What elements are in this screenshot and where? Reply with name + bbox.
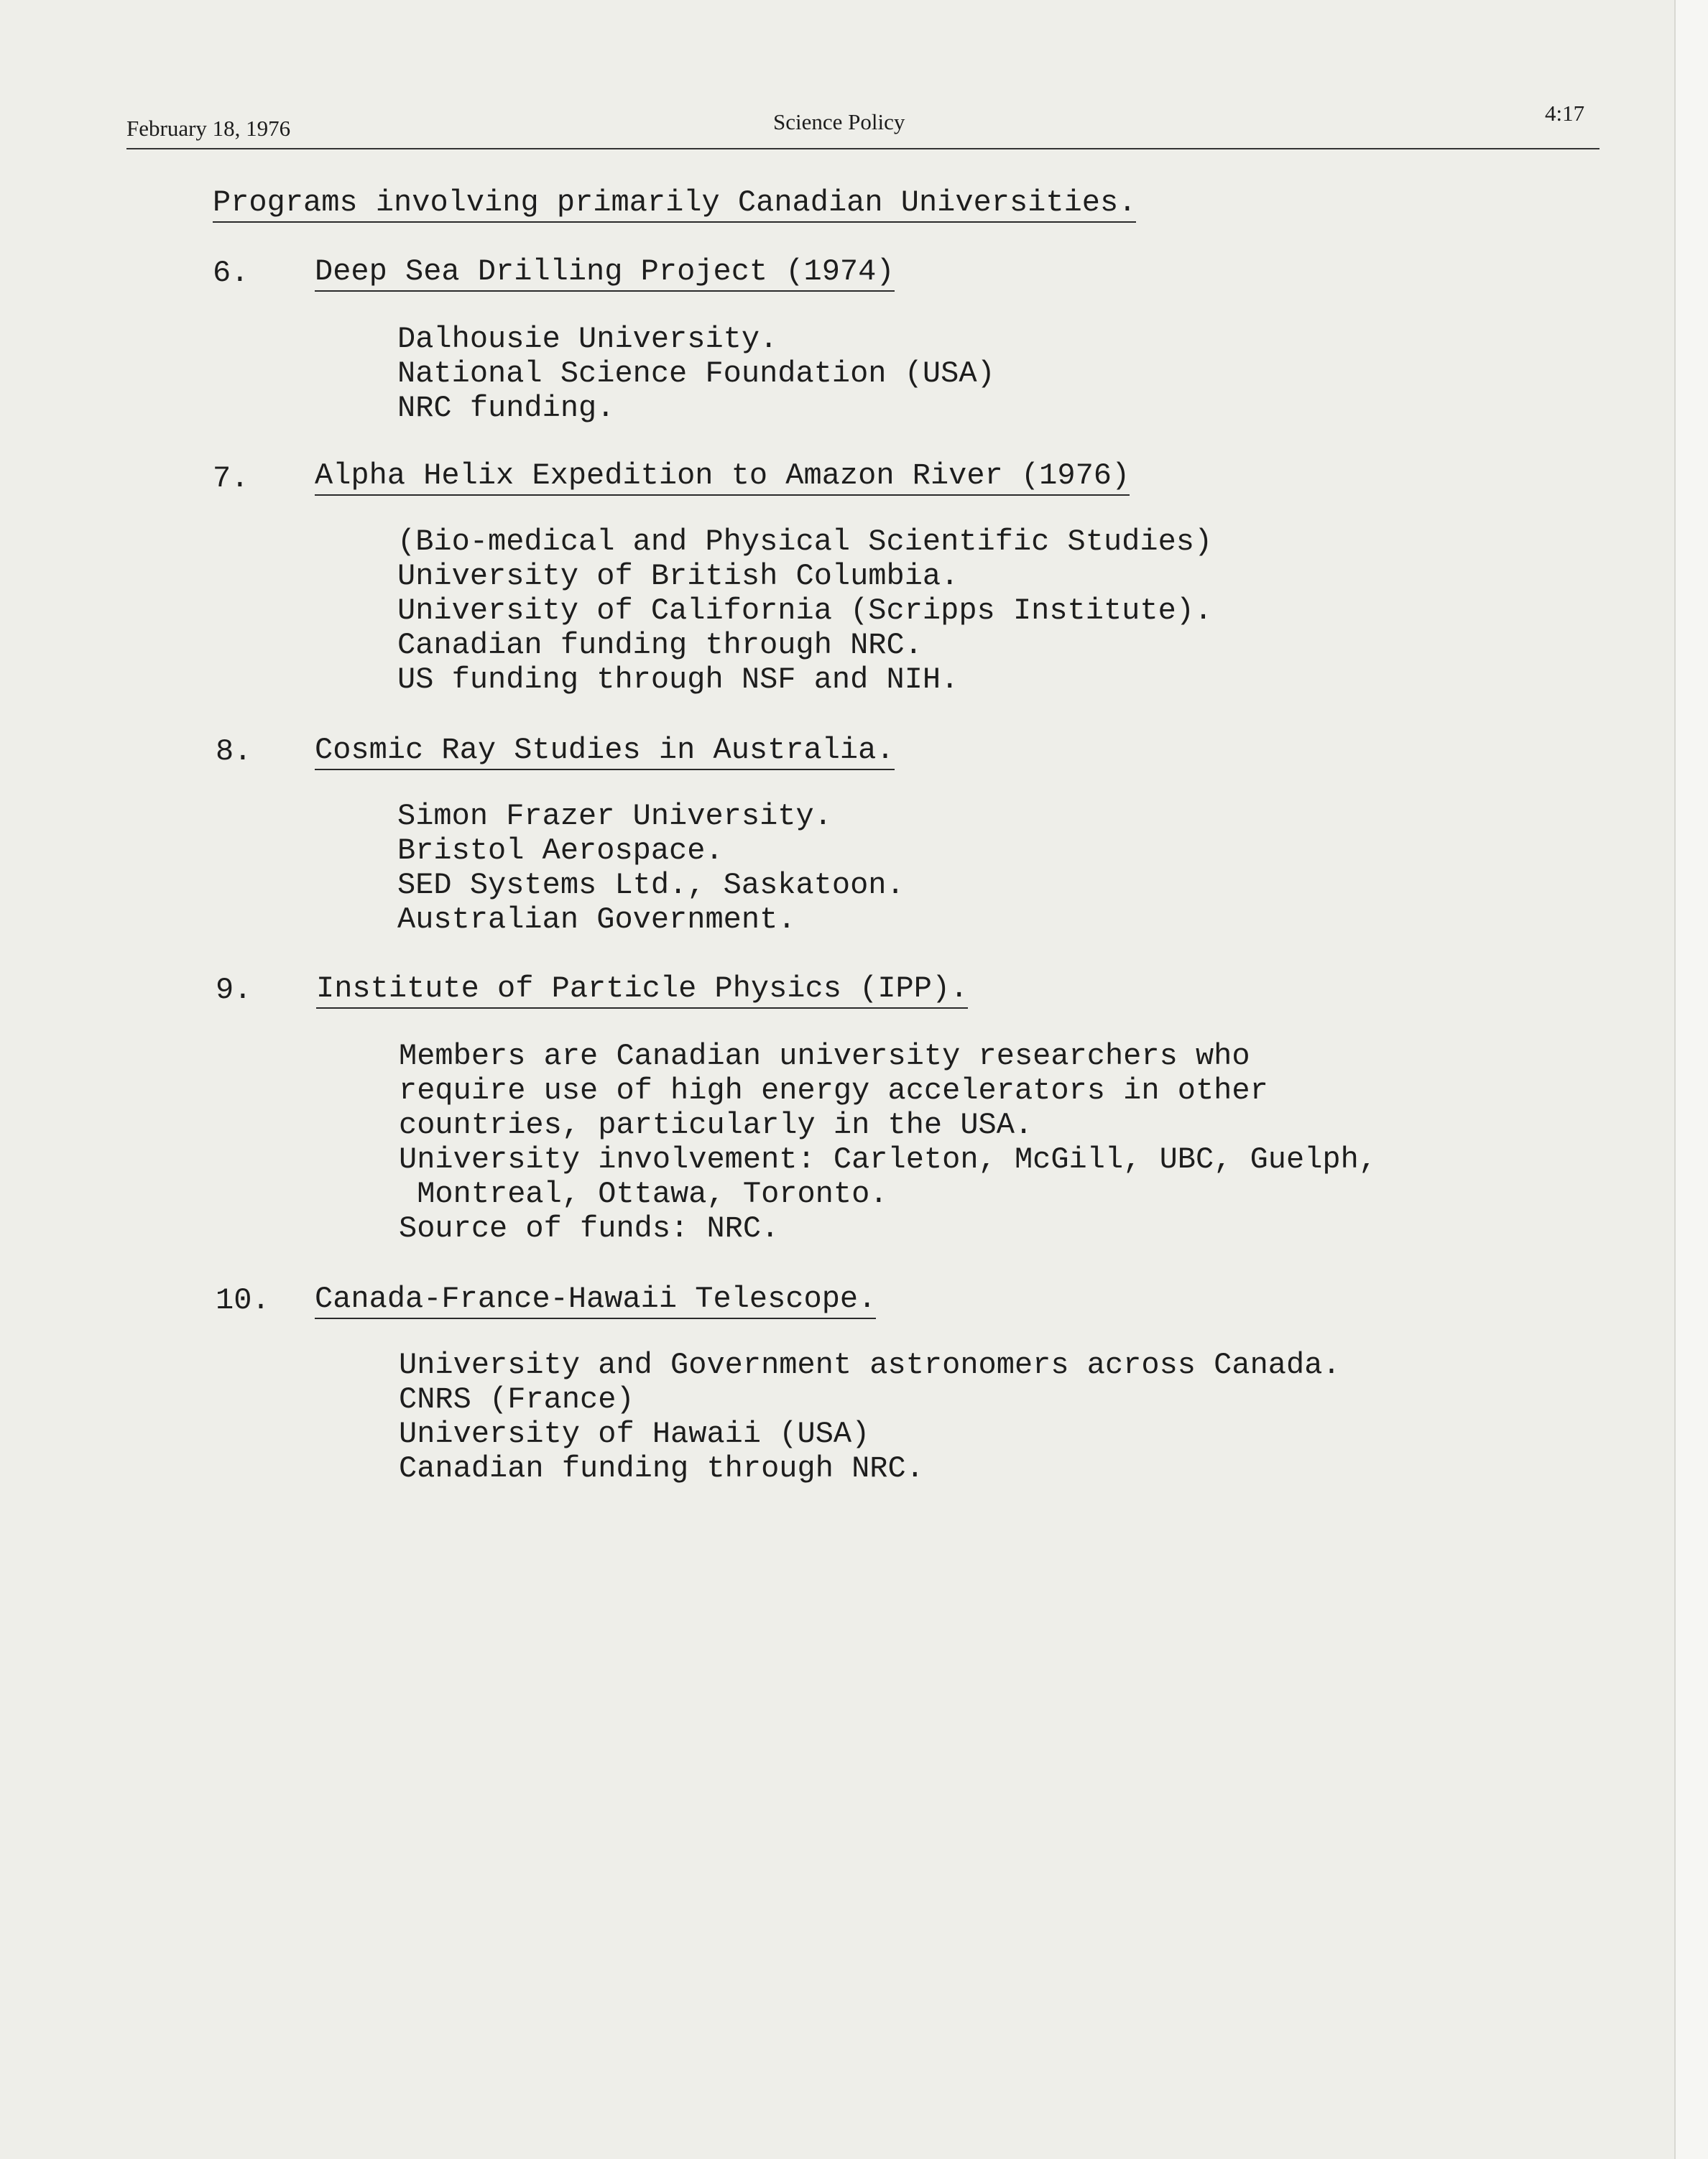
item-line: Australian Government. — [397, 902, 796, 937]
item-line: CNRS (France) — [399, 1382, 634, 1417]
item-line: Simon Frazer University. — [397, 799, 832, 833]
item-number: 6. — [213, 256, 249, 290]
section-heading: Programs involving primarily Canadian Universities. — [213, 185, 1136, 220]
page-edge — [1674, 0, 1708, 2159]
item-line: Canadian funding through NRC. — [399, 1451, 924, 1486]
item-line: Canadian funding through NRC. — [397, 628, 923, 662]
item-line: countries, particularly in the USA. — [399, 1108, 1033, 1142]
item-line: require use of high energy accelerators in other — [399, 1073, 1268, 1108]
item-line: Dalhousie University. — [397, 322, 778, 356]
item-number: 7. — [213, 461, 249, 496]
item-number: 10. — [216, 1283, 270, 1318]
header-rule — [126, 148, 1599, 149]
item-line: University involvement: Carleton, McGill, UBC, Guelph, — [399, 1142, 1377, 1177]
item-line: US funding through NSF and NIH. — [397, 662, 959, 697]
item-number: 8. — [216, 734, 252, 769]
item-line: (Bio-medical and Physical Scientific Studies) — [397, 524, 1213, 559]
item-title: Alpha Helix Expedition to Amazon River (1976) — [315, 458, 1130, 493]
item-title: Cosmic Ray Studies in Australia. — [315, 733, 895, 767]
item-title: Institute of Particle Physics (IPP). — [316, 971, 968, 1006]
item-line: Members are Canadian university researchers who — [399, 1039, 1250, 1073]
item-line: Montreal, Ottawa, Toronto. — [399, 1177, 888, 1211]
item-line: Bristol Aerospace. — [397, 833, 724, 868]
item-line: University of British Columbia. — [397, 559, 959, 593]
header-title: Science Policy — [773, 109, 905, 134]
item-line: NRC funding. — [397, 391, 615, 425]
header-page-number: 4:17 — [1545, 101, 1585, 126]
item-line: National Science Foundation (USA) — [397, 356, 995, 391]
item-number: 9. — [216, 973, 252, 1007]
header-date: February 18, 1976 — [126, 116, 291, 141]
page-header — [126, 101, 1599, 151]
item-title: Canada-France-Hawaii Telescope. — [315, 1282, 876, 1316]
item-line: University of Hawaii (USA) — [399, 1417, 870, 1451]
item-line: Source of funds: NRC. — [399, 1211, 780, 1246]
item-title: Deep Sea Drilling Project (1974) — [315, 254, 895, 289]
item-line: University and Government astronomers across Canada. — [399, 1348, 1341, 1382]
item-line: SED Systems Ltd., Saskatoon. — [397, 868, 905, 902]
item-line: University of California (Scripps Institute). — [397, 593, 1213, 628]
